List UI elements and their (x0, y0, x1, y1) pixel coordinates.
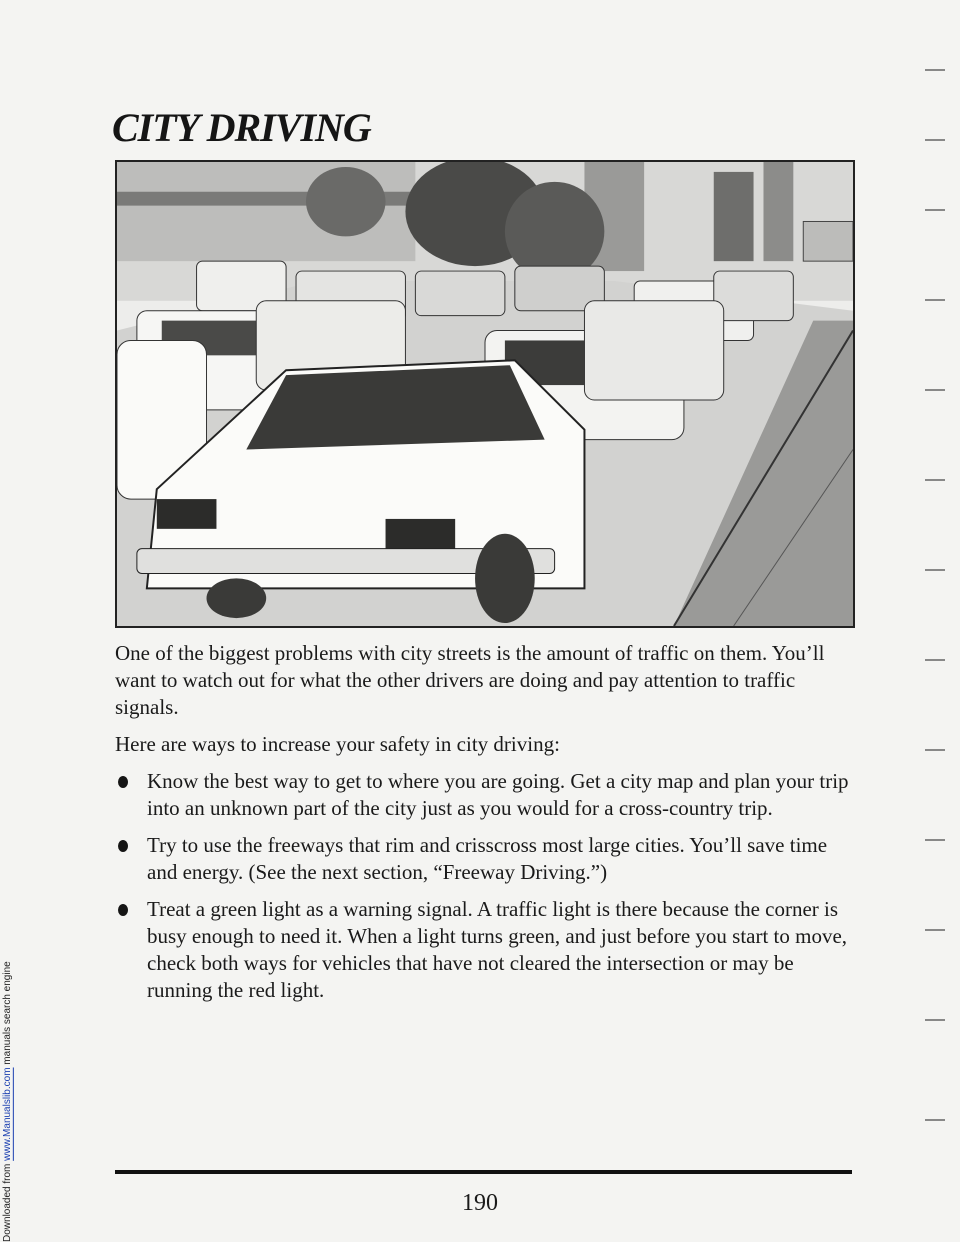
list-item-text: Treat a green light as a warning signal. A traffic light is there because the corner is busy enough to need it. When a light turns green, and just before you start to move, check both ways for vehicles that have not cleared the intersection or may be running the red light. (147, 897, 848, 1002)
manualslib-link[interactable]: www.Manualslib.com (2, 1067, 13, 1161)
traffic-illustration (115, 160, 855, 628)
margin-tab-marks (900, 60, 960, 1160)
footer-rule (115, 1170, 852, 1174)
list-item (115, 896, 855, 1004)
bullet-icon (118, 840, 128, 852)
list-intro-paragraph: Here are ways to increase your safety in city driving: (115, 732, 560, 756)
margin-marks-drawing (900, 60, 960, 1160)
list-item-text: Try to use the freeways that rim and crisscross most large cities. You’ll save time and energy. (See the next section, “Freeway Driving.”) (147, 833, 828, 884)
traffic-scene-drawing (117, 162, 853, 626)
bullet-icon (118, 904, 128, 916)
page-title: CITY DRIVING (112, 105, 371, 150)
body-content (115, 640, 855, 1014)
page-number: 190 (462, 1190, 498, 1216)
list-item (115, 832, 855, 886)
watermark-prefix: Downloaded from (2, 1160, 13, 1242)
download-watermark (2, 0, 14, 1242)
bullet-icon (118, 776, 128, 788)
intro-paragraph: One of the biggest problems with city streets is the amount of traffic on them. You’ll want to watch out for what the other drivers are doing and pay attention to traffic signals. (115, 641, 825, 719)
safety-tips-list (115, 768, 855, 1004)
watermark-suffix: manuals search engine (2, 961, 13, 1068)
list-item (115, 768, 855, 822)
list-item-text: Know the best way to get to where you are going. Get a city map and plan your trip into an unknown part of the city just as you would for a cross-country trip. (147, 769, 849, 820)
